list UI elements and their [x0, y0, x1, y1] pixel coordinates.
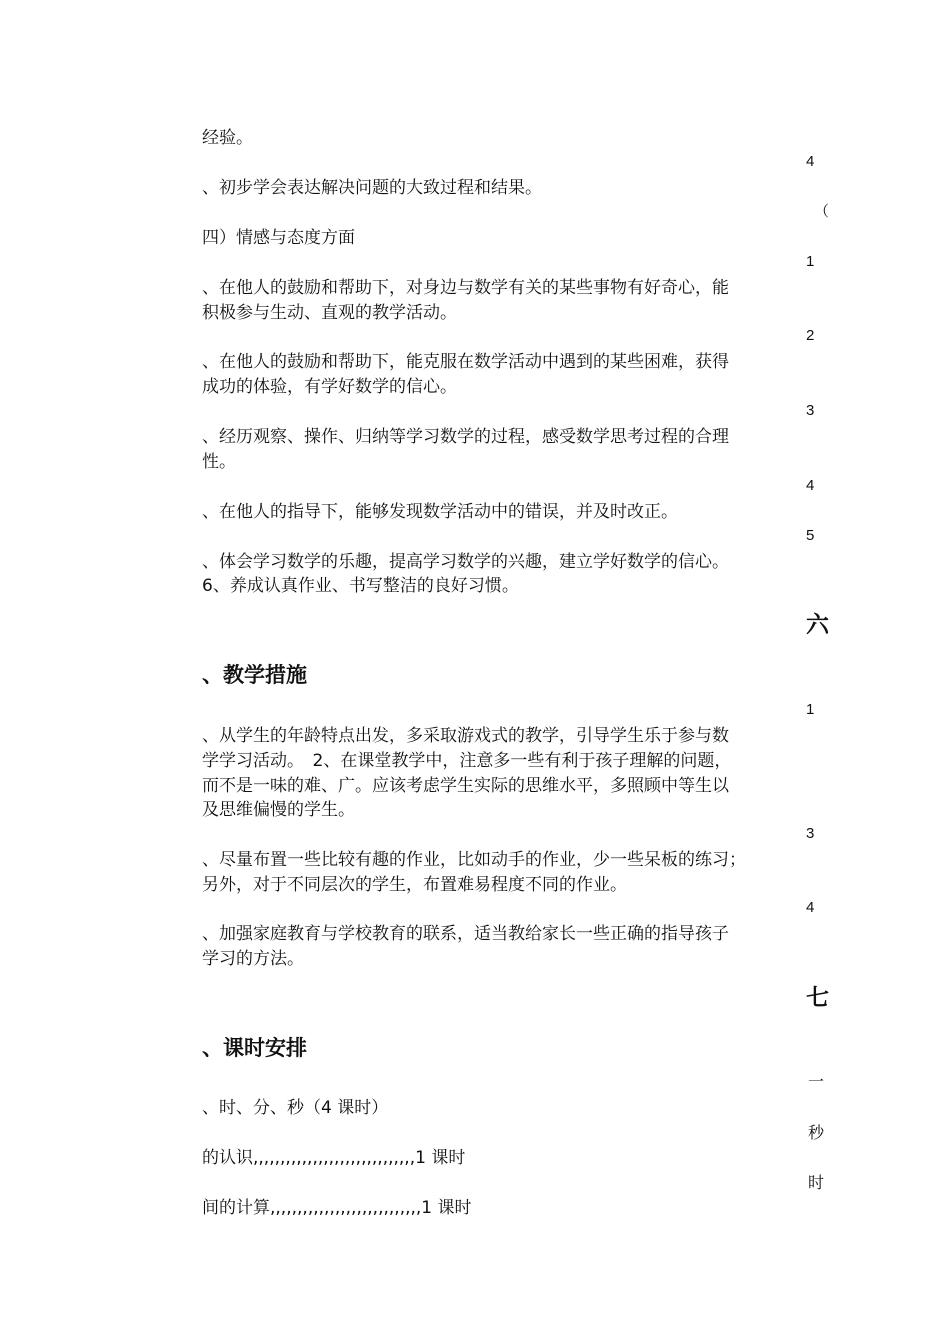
text-line: 、初步学会表达解决问题的大致过程和结果。: [202, 178, 542, 198]
text-line: 、在他人的鼓励和帮助下，能克服在数学活动中遇到的某些困难，获得: [202, 352, 729, 372]
text-line: 、加强家庭教育与学校教育的联系，适当教给家长一些正确的指导孩子: [202, 924, 729, 944]
section-heading-measures: 、教学措施: [202, 663, 307, 687]
text-line: 另外，对于不同层次的学生，布置难易程度不同的作业。: [202, 875, 627, 895]
text-line: 、体会学习数学的乐趣，提高学习数学的兴趣，建立学好数学的信心。: [202, 552, 729, 572]
margin-number: 4: [806, 899, 815, 916]
margin-number: 3: [806, 402, 815, 419]
margin-number: 3: [806, 825, 815, 842]
text-line: 学学习活动。 2、在课堂教学中，注意多一些有利于孩子理解的问题，: [202, 751, 732, 771]
text-line: 、尽量布置一些比较有趣的作业，比如动手的作业，少一些呆板的练习；: [202, 850, 746, 870]
text-line: 成功的体验，有学好数学的信心。: [202, 377, 457, 397]
section-number-seven: 七: [806, 985, 829, 1011]
text-line: 经验。: [202, 128, 253, 148]
text-line: 、在他人的鼓励和帮助下，对身边与数学有关的某些事物有好奇心，能: [202, 278, 729, 298]
text-line: 、时、分、秒（4 课时）: [202, 1098, 389, 1118]
margin-char: 秒: [808, 1123, 825, 1142]
text-line: 性。: [202, 452, 236, 472]
text-line: 学习的方法。: [202, 949, 304, 969]
section-subtitle: 四）情感与态度方面: [202, 228, 355, 248]
text-line: 、从学生的年龄特点出发，多采取游戏式的教学，引导学生乐于参与数: [202, 726, 729, 746]
section-heading-schedule: 、课时安排: [202, 1036, 307, 1060]
text-line: 的认识,,,,,,,,,,,,,,,,,,,,,,,,,,,,,,1 课时: [202, 1148, 466, 1168]
margin-number: 4: [806, 477, 815, 494]
margin-number: 4: [806, 153, 815, 170]
text-line: 、经历观察、操作、归纳等学习数学的过程，感受数学思考过程的合理: [202, 427, 729, 447]
margin-char: 一: [808, 1072, 825, 1091]
margin-char: 时: [808, 1173, 825, 1192]
text-line: 及思维偏慢的学生。: [202, 800, 355, 820]
margin-number: 1: [806, 253, 815, 270]
margin-number: 5: [806, 527, 815, 544]
text-line: 积极参与生动、直观的教学活动。: [202, 303, 457, 323]
margin-number: 2: [806, 327, 815, 344]
text-line: 6、养成认真作业、书写整洁的良好习惯。: [202, 576, 519, 596]
text-line: 、在他人的指导下，能够发现数学活动中的错误，并及时改正。: [202, 502, 678, 522]
section-number-six: 六: [806, 612, 829, 638]
margin-number: 1: [806, 701, 815, 718]
margin-paren: （: [814, 203, 830, 220]
text-line: 而不是一味的难、广。应该考虑学生实际的思维水平，多照顾中等生以: [202, 776, 729, 796]
text-line: 间的计算,,,,,,,,,,,,,,,,,,,,,,,,,,,,1 课时: [202, 1198, 472, 1218]
